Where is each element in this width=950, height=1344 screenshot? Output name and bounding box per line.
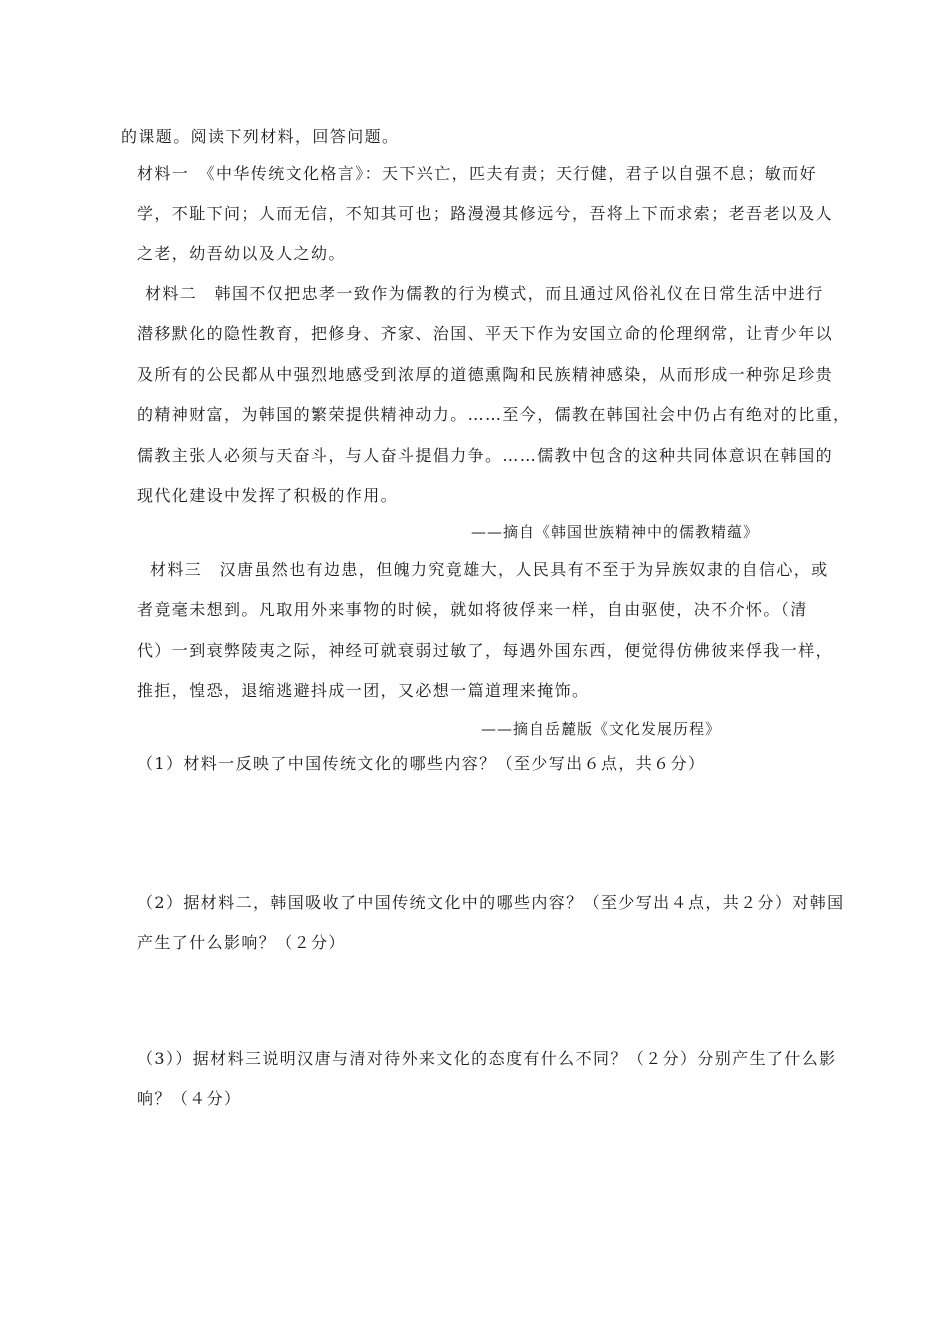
material-3-line: 推拒，惶恐，退缩逃避抖成一团，又必想一篇道理来掩饰。 [137, 681, 590, 700]
material-2-line: 材料二 韩国不仅把忠孝一致作为儒教的行为模式，而且通过风俗礼仪在日常生活中进行 [145, 284, 824, 303]
material-1-line: 之老，幼吾幼以及人之幼。 [137, 244, 346, 263]
material-2-line: 现代化建设中发挥了积极的作用。 [137, 486, 399, 505]
material-1-line: 学，不耻下问；人而无信，不知其可也；路漫漫其修远兮，吾将上下而求索；老吾老以及人 [137, 204, 834, 223]
question-3-line: （3））据材料三说明汉唐与清对待外来文化的态度有什么不同？（２分）分别产生了什么影 [137, 1049, 837, 1068]
intro-line: 的课题。阅读下列材料，回答问题。 [121, 127, 400, 146]
material-2-source: ——摘自《韩国世族精神中的儒教精蕴》 [471, 523, 760, 541]
question-1: （1）材料一反映了中国传统文化的哪些内容？（至少写出６点，共６分） [137, 754, 706, 773]
material-3-source: ——摘自岳麓版《文化发展历程》 [481, 720, 722, 738]
question-2-line: 产生了什么影响？（２分） [137, 933, 346, 952]
material-3-line: 者竟毫未想到。凡取用外来事物的时候，就如将彼俘来一样，自由驱使，决不介怀。（清 [137, 600, 808, 619]
material-1-line: 材料一 《中华传统文化格言》：天下兴亡，匹夫有责；天行健，君子以自强不息；敏而好 [137, 164, 818, 183]
material-3-line: 材料三 汉唐虽然也有边患，但魄力究竟雄大，人民具有不至于为异族奴隶的自信心，或 [150, 560, 829, 579]
question-3-line: 响？（４分） [137, 1089, 242, 1108]
question-2-line: （2）据材料二，韩国吸收了中国传统文化中的哪些内容？（至少写出４点，共２分）对韩国 [137, 893, 845, 912]
material-2-line: 的精神财富，为韩国的繁荣提供精神动力。……至今，儒教在韩国社会中仍占有绝对的比重， [137, 405, 851, 424]
material-2-line: 潜移默化的隐性教育，把修身、齐家、治国、平天下作为安国立命的伦理纲常，让青少年以 [137, 324, 834, 343]
material-3-line: 代）一到衰弊陵夷之际，神经可就衰弱过敏了，每遇外国东西，便觉得仿佛彼来俘我一样， [137, 641, 834, 660]
material-2-line: 儒教主张人必须与天奋斗，与人奋斗提倡力争。……儒教中包含的这种共同体意识在韩国的 [137, 446, 834, 465]
material-2-line: 及所有的公民都从中强烈地感受到浓厚的道德熏陶和民族精神感染，从而形成一种弥足珍贵 [137, 365, 834, 384]
